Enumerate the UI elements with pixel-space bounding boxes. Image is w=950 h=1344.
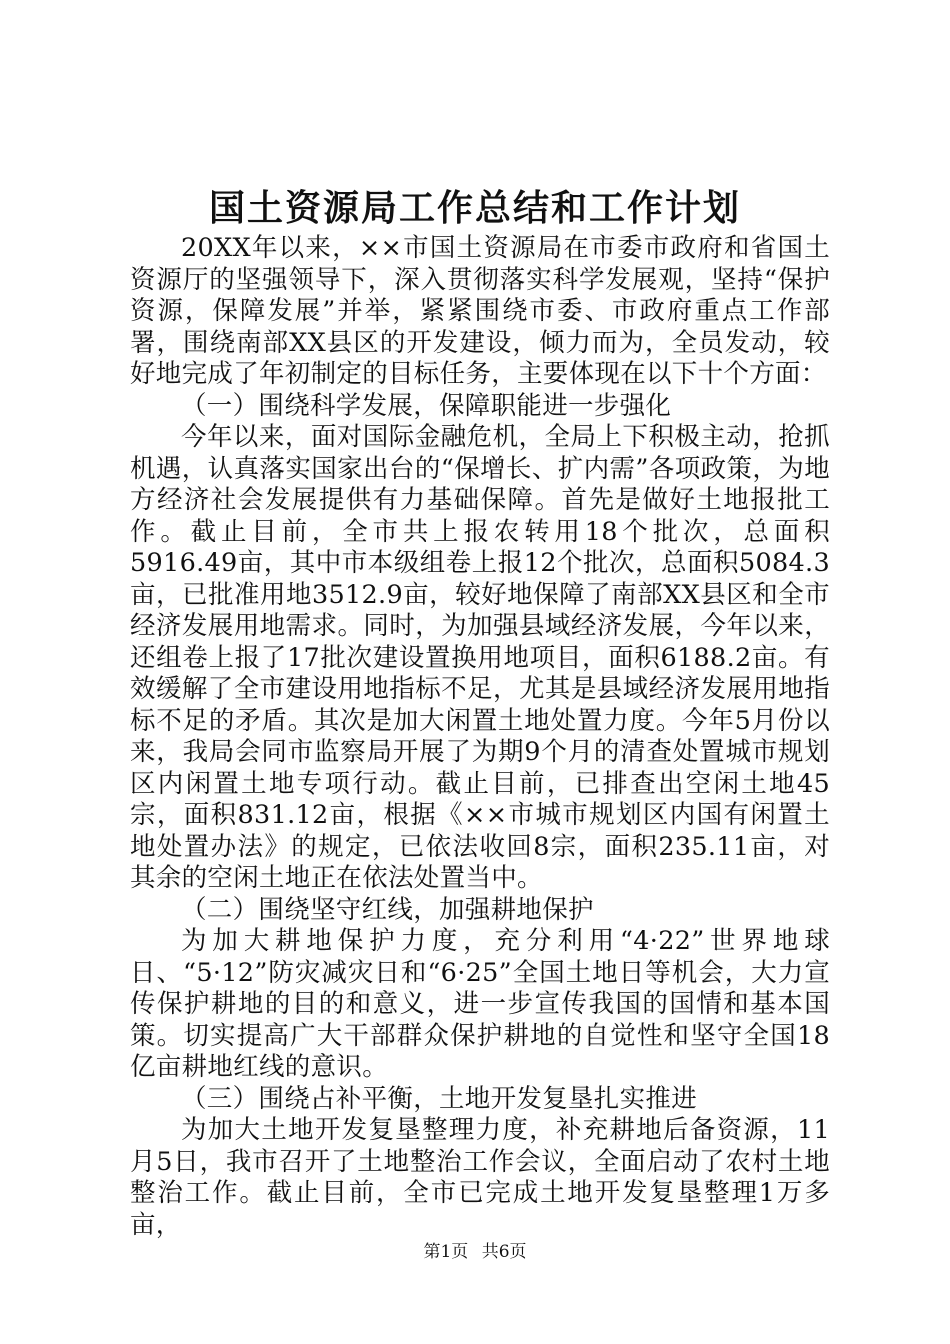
section-heading-2: （二）围绕坚守红线，加强耕地保护: [181, 894, 594, 925]
intro-paragraph: 20XX年以来，××市国土资源局在市委市政府和省国土资源厅的坚强领导下，深入贯彻落实科学发展观，坚持“保护资源，保障发展”并举，紧紧围绕市委、市政府重点工作部署，围绕南部XX县区的开发建设，倾力而为，全员发动，较好地完成了年初制定的目标任务，主要体现在以下十个方面：: [130, 233, 830, 389]
section-heading-3: （三）围绕占补平衡，土地开发复垦扎实推进: [181, 1083, 698, 1114]
section-paragraph-1: 今年以来，面对国际金融危机，全局上下积极主动，抢抓机遇，认真落实国家出台的“保增长、扩内需”各项政策，为地方经济社会发展提供有力基础保障。首先是做好土地报批工作。截止目前，全市共上报农转用18个批次，总面积5916.49亩，其中市本级组卷上报12个批次，总面积5084.3亩，已批准用地3512.9亩，较好地保障了南部XX县区和全市经济发展用地需求。同时，为加强县域经济发展，今年以来，还组卷上报了17批次建设置换用地项目，面积6188.2亩。有效缓解了全市建设用地指标不足，尤其是县域经济发展用地指标不足的矛盾。其次是加大闲置土地处置力度。今年5月份以来，我局会同市监察局开展了为期9个月的清查处置城市规划区内闲置土地专项行动。截止目前，已排查出空闲土地45宗，面积831.12亩，根据《××市城市规划区内国有闲置土地处置办法》的规定，已依法收回8宗，面积235.11亩，对其余的空闲土地正在依法处置当中。: [130, 422, 830, 893]
section-paragraph-2: 为加大耕地保护力度，充分利用“4·22”世界地球日、“5·12”防灾减灾日和“6·25”全国土地日等机会，大力宣传保护耕地的目的和意义，进一步宣传我国的国情和基本国策。切实提高广大干部群众保护耕地的自觉性和坚守全国18亿亩耕地红线的意识。: [130, 926, 830, 1082]
page-footer: [0, 1240, 950, 1264]
document-title: 国土资源局工作总结和工作计划: [208, 187, 741, 229]
section-heading-1: （一）围绕科学发展，保障职能进一步强化: [181, 390, 672, 421]
section-paragraph-3: 为加大土地开发复垦整理力度，补充耕地后备资源，11月5日，我市召开了土地整治工作会议，全面启动了农村土地整治工作。截止目前，全市已完成土地开发复垦整理1万多亩，: [130, 1115, 830, 1240]
page-total: 共6页: [481, 1242, 527, 1262]
document-body: [130, 233, 830, 1241]
page-number: 第1页: [423, 1242, 469, 1262]
